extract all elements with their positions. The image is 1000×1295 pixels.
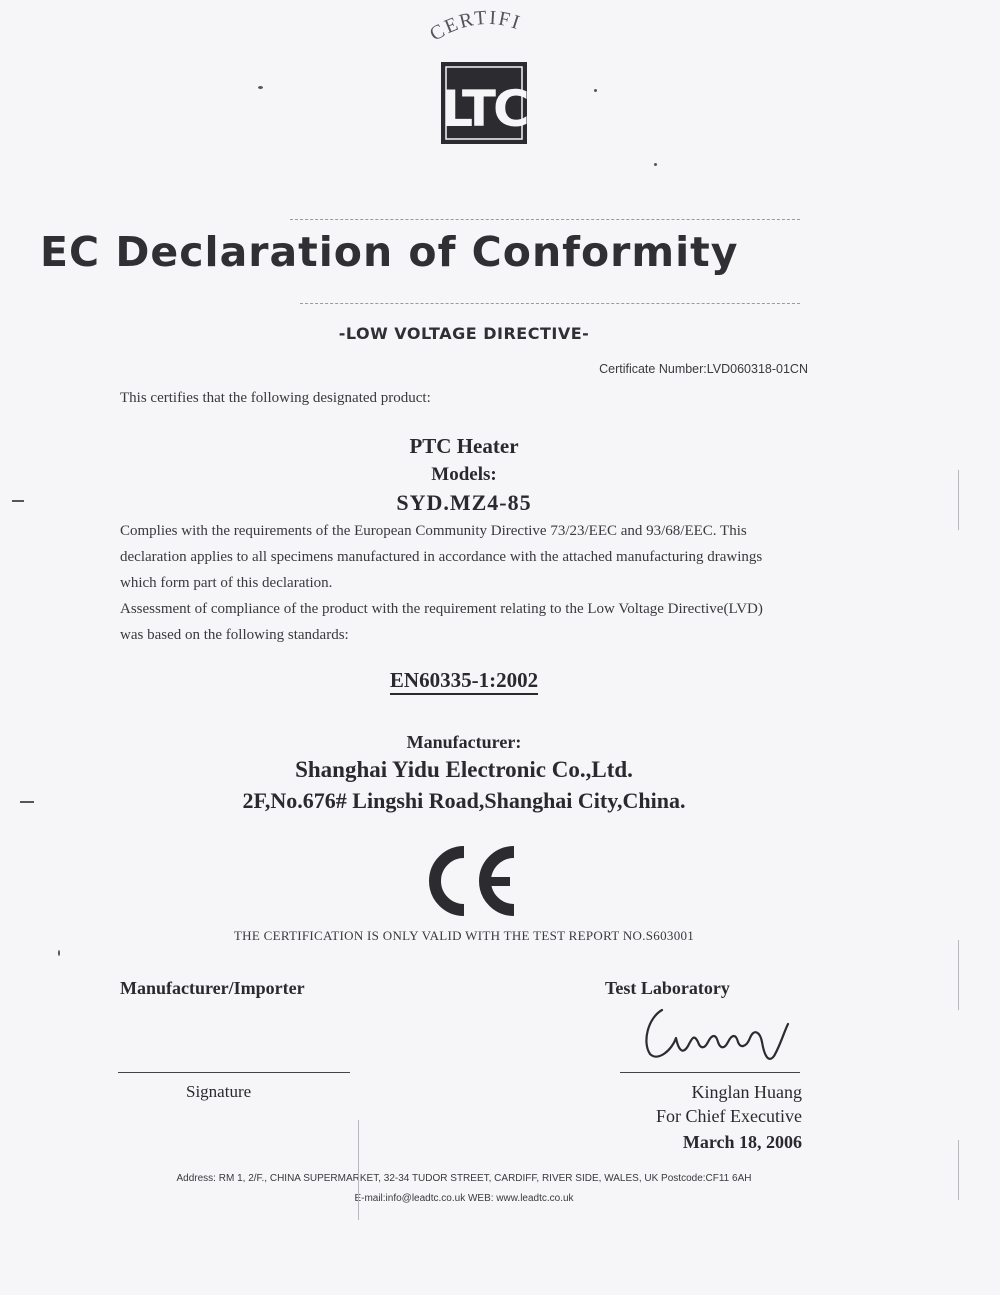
compliance-paragraph bbox=[120, 518, 810, 648]
signature-line-left bbox=[118, 1072, 350, 1073]
signature-date: March 18, 2006 bbox=[682, 1132, 802, 1152]
importer-label: Manufacturer/Importer bbox=[120, 978, 305, 998]
scan-speck bbox=[12, 500, 24, 502]
scan-edge-mark bbox=[958, 470, 959, 530]
scan-edge-mark bbox=[958, 1140, 959, 1200]
compliance-line: was based on the following standards: bbox=[120, 627, 349, 643]
standard-block bbox=[0, 668, 928, 693]
signer-role: For Chief Executive bbox=[656, 1106, 802, 1126]
footer-contact: E-mail:info@leadtc.co.uk WEB: www.leadtc.co.uk bbox=[354, 1193, 574, 1204]
ltc-logo bbox=[441, 62, 527, 144]
signature-caption: Signature bbox=[186, 1082, 252, 1101]
scan-fold-line bbox=[358, 1120, 359, 1220]
intro-text: This certifies that the following designated product: bbox=[120, 390, 431, 406]
handwritten-signature bbox=[628, 998, 798, 1070]
product-name: PTC Heater bbox=[409, 434, 519, 458]
test-laboratory-label: Test Laboratory bbox=[605, 978, 730, 998]
signer-name: Kinglan Huang bbox=[691, 1082, 802, 1102]
models-label: Models: bbox=[431, 464, 497, 485]
directive-subtitle: -LOW VOLTAGE DIRECTIVE- bbox=[338, 324, 590, 343]
svg-text:CERTIFI bbox=[426, 8, 524, 46]
compliance-line: declaration applies to all specimens manufactured in accordance with the attached manufacturing drawings bbox=[120, 549, 763, 565]
document-title: EC Declaration of Conformity bbox=[40, 228, 739, 276]
manufacturer-label: Manufacturer: bbox=[406, 732, 522, 752]
manufacturer-name: Shanghai Yidu Electronic Co.,Ltd. bbox=[295, 757, 633, 782]
certificate-number: Certificate Number:LVD060318-01CN bbox=[599, 362, 808, 376]
model-number: SYD.MZ4-85 bbox=[396, 490, 532, 515]
validity-note: THE CERTIFICATION IS ONLY VALID WITH THE TEST REPORT NO.S603001 bbox=[233, 928, 695, 943]
logo-text: LTC bbox=[441, 80, 527, 138]
manufacturer-address: 2F,No.676# Lingshi Road,Shanghai City,China. bbox=[242, 788, 686, 813]
title-top-rule bbox=[290, 219, 800, 220]
scan-speck bbox=[20, 801, 34, 803]
scan-speck bbox=[258, 86, 263, 89]
scan-edge-mark bbox=[958, 940, 959, 1010]
scan-speck bbox=[58, 950, 60, 956]
signature-line-right bbox=[620, 1072, 800, 1073]
footer-address: Address: RM 1, 2/F., CHINA SUPERMARKET, 32-34 TUDOR STREET, CARDIFF, RIVER SIDE, WALES, UK Postcode:CF11 6AH bbox=[176, 1173, 752, 1184]
compliance-line: which form part of this declaration. bbox=[120, 575, 333, 591]
compliance-line: Complies with the requirements of the European Community Directive 73/23/EEC and 93/68/EEC. This bbox=[120, 523, 747, 539]
standard-number: EN60335-1:2002 bbox=[390, 668, 538, 695]
scan-speck bbox=[594, 89, 597, 92]
ce-mark-icon bbox=[414, 846, 524, 916]
stamp-arc-text: CERTIFI bbox=[426, 8, 525, 46]
compliance-line: Assessment of compliance of the product with the requirement relating to the Low Voltage Directive(LVD) bbox=[120, 601, 763, 617]
certified-stamp-arc bbox=[418, 8, 558, 48]
scan-speck bbox=[654, 163, 657, 166]
title-bottom-rule bbox=[300, 303, 800, 304]
